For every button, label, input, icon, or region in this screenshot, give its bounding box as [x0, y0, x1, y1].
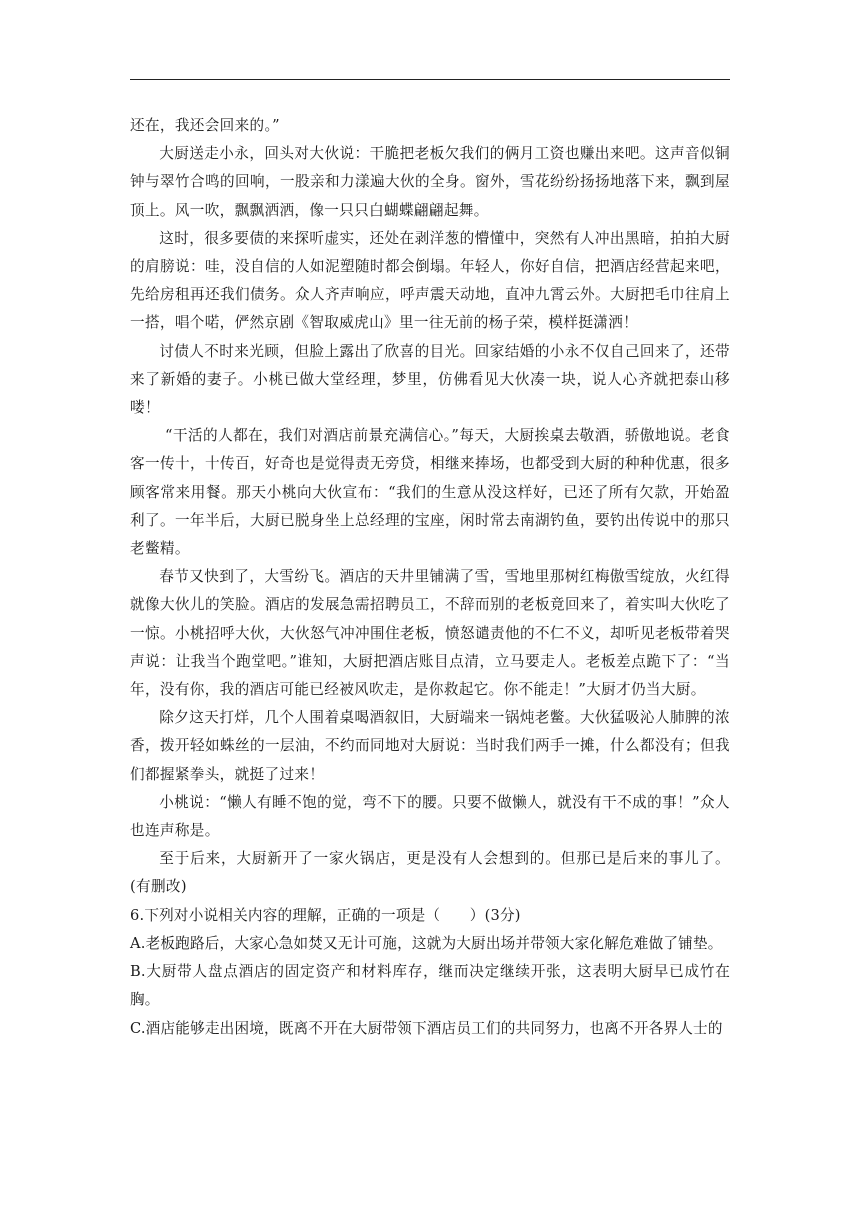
option-b: B.大厨带人盘点酒店的固定资产和材料库存，继而决定继续开张，这表明大厨早已成竹在胸。 [130, 963, 730, 1009]
article-body [130, 112, 730, 1043]
paragraph-6: 春节又快到了，大雪纷飞。酒店的天井里铺满了雪，雪地里那树红梅傲雪绽放，火红得就像大伙儿的笑脸。酒店的发展急需招聘员工，不辞而别的老板竟回来了，着实叫大伙吃了一惊。小桃招呼大伙，大伙怒气冲冲围住老板，愤怒谴责他的不仁不义，却听见老板带着哭声说：让我当个跑堂吧。”谁知，大厨把酒店账目点清，立马要走人。老板差点跪下了：“当年，没有你，我的酒店可能已经被风吹走，是你救起它。你不能走！”大厨才仍当大厨。 [130, 568, 730, 699]
option-c: C.酒店能够走出困境，既离不开在大厨带领下酒店员工们的共同努力，也离不开各界人士的 [130, 1019, 723, 1037]
header-rule [130, 79, 730, 80]
paragraph-5: “干活的人都在，我们对酒店前景充满信心。”每天，大厨挨桌去敬酒，骄傲地说。老食客一传十，十传百，好奇也是觉得责无旁贷，相继来捧场，也都受到大厨的种种优惠，很多顾客常来用餐。那天小桃向大伙宣布：“我们的生意从没这样好，已还了所有欠款，开始盈利了。一年半后，大厨已脱身坐上总经理的宝座，闲时常去南湖钓鱼，要钓出传说中的那只老鳖精。 [130, 427, 730, 558]
option-a: A.老板跑路后，大家心急如焚又无计可施，这就为大厨出场并带领大家化解危难做了铺垫。 [130, 934, 723, 952]
paragraph-3: 这时，很多要债的来探听虚实，还处在剥洋葱的懵懂中，突然有人冲出黑暗，拍拍大厨的肩膀说：哇，没自信的人如泥塑随时都会倒塌。年轻人，你好自信，把酒店经营起来吧，先给房租再还我们债务。众人齐声响应，呼声震天动地，直冲九霄云外。大厨把毛巾往肩上一搭，唱个喏，俨然京剧《智取威虎山》里一往无前的杨子荣，模样挺潇洒！ [130, 229, 730, 332]
paragraph-2: 大厨送走小永，回头对大伙说：干脆把老板欠我们的俩月工资也赚出来吧。这声音似铜钟与翠竹合鸣的回响，一股亲和力漾遍大伙的全身。窗外，雪花纷纷扬扬地落下来，飘到屋顶上。风一吹，飘飘洒洒，像一只只白蝴蝶翩翩起舞。 [130, 145, 730, 219]
paragraph-7: 除夕这天打烊，几个人围着桌喝酒叙旧，大厨端来一锅炖老鳖。大伙猛吸沁人肺脾的浓香，拨开轻如蛛丝的一层油，不约而同地对大厨说：当时我们两手一摊，什么都没有；但我们都握紧拳头，就挺了过来！ [130, 709, 730, 783]
question-6-title: 6.下列对小说相关内容的理解，正确的一项是（ ）(3分) [130, 906, 521, 924]
paragraph-9: 至于后来，大厨新开了一家火锅店，更是没有人会想到的。但那已是后来的事儿了。(有删改) [130, 850, 730, 896]
paragraph-4: 讨债人不时来光顾，但脸上露出了欣喜的目光。回家结婚的小永不仅自己回来了，还带来了新婚的妻子。小桃已做大堂经理，梦里，仿佛看见大伙凑一块，说人心齐就把泰山移喽！ [130, 342, 730, 417]
paragraph-1: 还在，我还会回来的。” [130, 117, 280, 134]
paragraph-8: 小桃说：“懒人有睡不饱的觉，弯不下的腰。只要不做懒人，就没有干不成的事！”众人也连声称是。 [130, 793, 730, 840]
